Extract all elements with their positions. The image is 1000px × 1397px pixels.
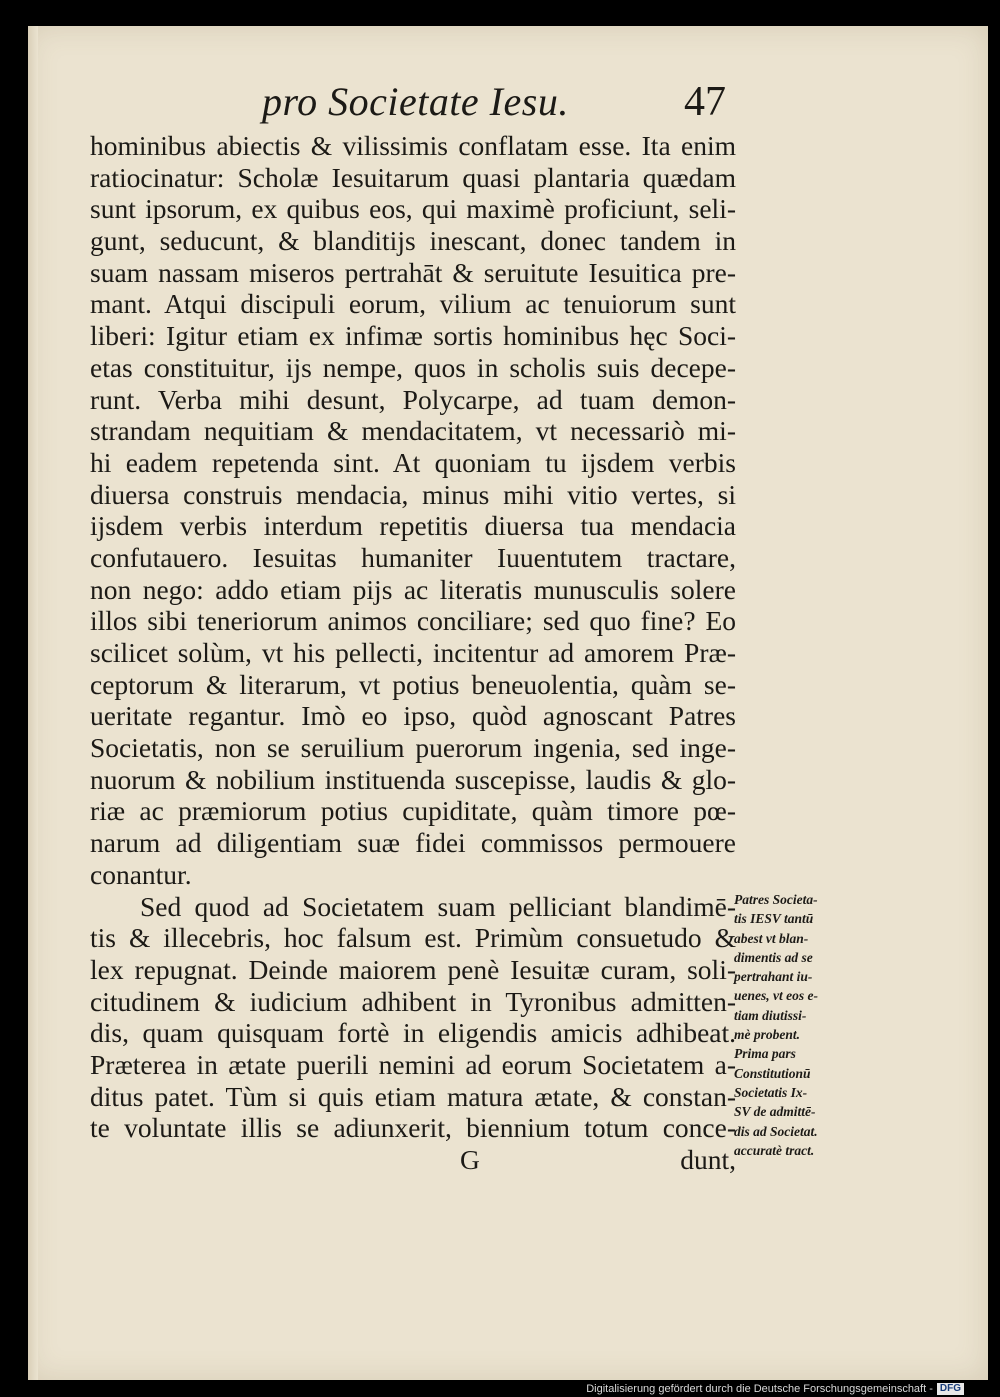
- text-line: ijsdem verbis interdum repetitis diuersa tua mendacia: [90, 510, 736, 542]
- marginal-line: Constitutionū: [734, 1065, 811, 1081]
- marginal-line: tiam diutissi-: [734, 1007, 807, 1023]
- catchword: dunt,: [680, 1144, 736, 1175]
- text-line: dis, quam quisquam fortè in eligendis amicis adhibeat.: [90, 1017, 736, 1049]
- text-line: diuersa construis mendacia, minus mihi vitio vertes, si: [90, 478, 736, 510]
- text-line: conantur.: [90, 858, 192, 890]
- text-line: runt. Verba mihi desunt, Polycarpe, ad tuam demon-: [90, 383, 736, 415]
- marginal-line: dis ad Societat.: [734, 1123, 818, 1139]
- funding-credit-text: Digitalisierung gefördert durch die Deutsche Forschungsgemeinschaft -: [586, 1382, 933, 1395]
- text-line: ceptorum & literarum, vt potius beneuolentia, quàm se-: [90, 668, 736, 700]
- marginal-line: mè probent.: [734, 1027, 800, 1043]
- page-number: 47: [684, 79, 726, 125]
- text-line: sunt ipsorum, ex quibus eos, qui maximè proficiunt, seli-: [90, 193, 736, 225]
- body-text: [90, 130, 736, 1176]
- text-line: te voluntate illis se adiunxerit, biennium totum conce-: [90, 1112, 736, 1144]
- text-line: gunt, seducunt, & blanditijs inescant, donec tandem in: [90, 225, 736, 257]
- marginal-line: SV de admittē-: [734, 1104, 816, 1120]
- text-line: strandam nequitiam & mendacitatem, vt necessariò mi-: [90, 415, 736, 447]
- text-line: confutauero. Iesuitas humaniter Iuuentutem tractare,: [90, 541, 736, 573]
- text-line: citudinem & iudicium adhibent in Tyronibus admitten-: [90, 985, 736, 1017]
- footer-credit: [586, 1383, 964, 1395]
- marginal-line: pertrahant iu-: [734, 969, 813, 985]
- text-line: hominibus abiectis & vilissimis conflatam esse. Ita enim: [90, 130, 736, 161]
- text-line: liberi: Igitur etiam ex infimæ sortis hominibus hęc Soci-: [90, 320, 736, 352]
- text-line: ueritate regantur. Imò eo ipso, quòd agnoscant Patres: [90, 700, 736, 732]
- text-line: suam nassam miseros pertrahāt & seruitute Iesuitica pre-: [90, 256, 736, 288]
- text-line: Sed quod ad Societatem suam pelliciant blandimē-: [140, 890, 736, 922]
- marginal-line: Societatis Ix-: [734, 1084, 808, 1100]
- text-line: scilicet solùm, vt his pellecti, incitentur ad amorem Præ-: [90, 637, 736, 668]
- text-line: illos sibi teneriorum animos conciliare; sed quo fine? Eo: [90, 605, 736, 637]
- text-line: non nego: addo etiam pijs ac literatis munusculis solere: [90, 573, 736, 605]
- marginal-line: tis IESV tantū: [734, 911, 814, 927]
- marginal-line: abest vt blan-: [734, 930, 809, 946]
- text-line: Societatis, non se seruilium puerorum ingenia, sed inge-: [90, 732, 736, 764]
- text-line: lex repugnat. Deinde maiorem penè Iesuitæ curam, soli-: [90, 953, 736, 985]
- page-gutter-shadow: [28, 26, 38, 1380]
- text-line: hi eadem repetenda sint. At quoniam tu ijsdem verbis: [90, 446, 736, 478]
- text-line: ratiocinatur: Scholæ Iesuitarum quasi plantaria quædam: [90, 161, 736, 193]
- text-line: nuorum & nobilium instituenda suscepisse, laudis & glo-: [90, 763, 736, 795]
- running-title: pro Societate Iesu.: [262, 79, 569, 124]
- catchword-line: [90, 1144, 736, 1176]
- text-line: riæ ac præmiorum potius cupiditate, quàm timore pœ-: [90, 795, 736, 827]
- dfg-logo[interactable]: DFG: [937, 1383, 964, 1395]
- marginal-line: accuratè tract.: [734, 1142, 815, 1158]
- marginal-line: Prima pars: [734, 1046, 796, 1062]
- signature-mark: G: [460, 1144, 480, 1175]
- text-line: ditus patet. Tùm si quis etiam matura ætate, & constan-: [90, 1080, 736, 1112]
- text-line: narum ad diligentiam suæ fidei commissos permouere: [90, 827, 736, 859]
- marginal-line: dimentis ad se: [734, 949, 813, 965]
- marginal-line: uenes, vt eos e-: [734, 988, 818, 1004]
- text-line: tis & illecebris, hoc falsum est. Primùm consuetudo &: [90, 922, 736, 954]
- text-line: Præterea in ætate puerili nemini ad eorum Societatem a-: [90, 1048, 736, 1080]
- marginal-line: Patres Societa-: [734, 892, 818, 907]
- marginal-note: [734, 890, 874, 1160]
- text-line: mant. Atqui discipuli eorum, vilium ac tenuiorum sunt: [90, 288, 736, 320]
- text-line: etas constituitur, ijs nempe, quos in scholis suis decepe-: [90, 351, 736, 383]
